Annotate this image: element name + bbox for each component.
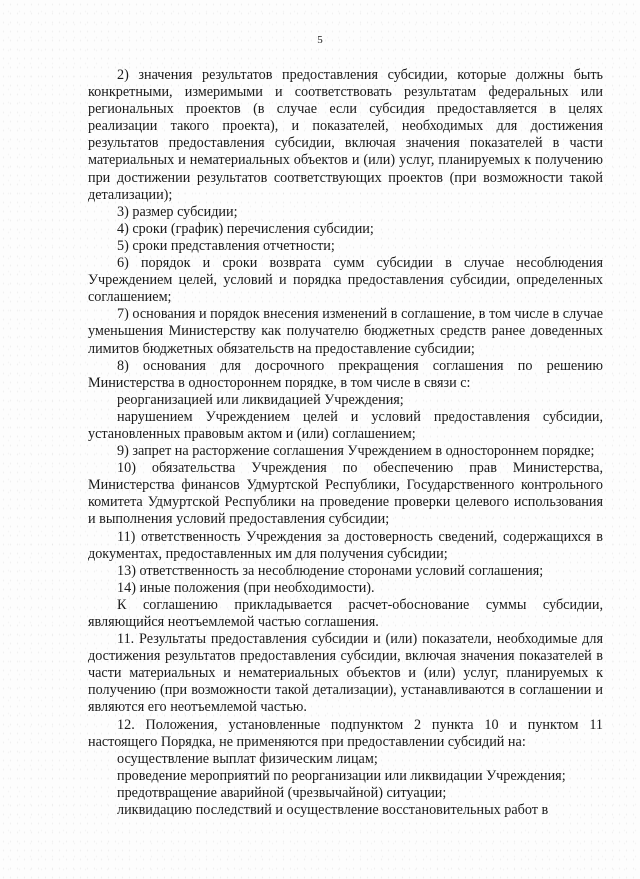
paragraph: предотвращение аварийной (чрезвычайной) ситуации; — [117, 784, 447, 801]
paragraph: нарушением Учреждением целей и условий предоставления субсидии, установленных правовым актом и (или) соглашением; — [88, 408, 603, 442]
paragraph: ликвидацию последствий и осуществление восстановительных работ в — [117, 802, 549, 819]
paragraph: 8) основания для досрочного прекращения соглашения по решению Министерства в одностороннем порядке, в том числе в связи с: — [88, 357, 603, 391]
paragraph: К соглашению прикладывается расчет-обоснование суммы субсидии, являющийся неотъемлемой частью соглашения. — [88, 596, 603, 630]
paragraph: 10) обязательства Учреждения по обеспечению прав Министерства, Министерства финансов Удмуртской Республики, Государственного контрольного комитета Удмуртской Республики на проведение проверки целевого использования и выполнения условий предоставления субсидии; — [88, 460, 603, 528]
paragraph: 3) размер субсидии; — [117, 203, 238, 220]
document-body — [88, 67, 603, 819]
paragraph: 14) иные положения (при необходимости). — [117, 579, 375, 596]
paragraph: осуществление выплат физическим лицам; — [117, 750, 378, 767]
page-number: 5 — [317, 34, 323, 46]
paragraph: 11) ответственность Учреждения за достоверность сведений, содержащихся в документах, предоставленных им для получения субсидии; — [88, 528, 603, 562]
paragraph: 11. Результаты предоставления субсидии и (или) показатели, необходимые для достижения результатов предоставления субсидии, включая значения показателей в части материальных и нематериальных объектов и (или) услуг, планируемых к получению (при возможности такой детализации), устанавливаются в соглашении и являются его неотъемлемой частью. — [88, 631, 603, 716]
paragraph: 7) основания и порядок внесения изменений в соглашение, в том числе в случае уменьшения Министерству как получателю бюджетных средств ранее доведенных лимитов бюджетных обязательств на предоставление субсидии; — [88, 306, 603, 357]
paragraph: 12. Положения, установленные подпунктом 2 пункта 10 и пунктом 11 настоящего Порядка, не применяются при предоставлении субсидий на: — [88, 716, 603, 750]
paragraph: 2) значения результатов предоставления субсидии, которые должны быть конкретными, измеримыми и соответствовать результатам федеральных или региональных проектов (в случае если субсидия предоставляется в целях реализации такого проекта), и показателей, необходимых для достижения результатов предоставления субсидии, включая значения показателей в части материальных и нематериальных объектов и (или) услуг, планируемых к получению при достижении результатов соответствующих проектов (при возможности такой детализации); — [88, 67, 603, 203]
paragraph: проведение мероприятий по реорганизации или ликвидации Учреждения; — [117, 767, 566, 784]
paragraph: реорганизацией или ликвидацией Учреждения; — [117, 391, 404, 408]
paragraph: 5) сроки представления отчетности; — [117, 237, 335, 254]
paragraph: 6) порядок и сроки возврата сумм субсидии в случае несоблюдения Учреждением целей, условий и порядка предоставления субсидии, определенных соглашением; — [88, 255, 603, 306]
paragraph: 13) ответственность за несоблюдение сторонами условий соглашения; — [117, 562, 544, 579]
paragraph: 4) сроки (график) перечисления субсидии; — [117, 220, 374, 237]
paragraph: 9) запрет на расторжение соглашения Учреждением в одностороннем порядке; — [117, 443, 595, 460]
